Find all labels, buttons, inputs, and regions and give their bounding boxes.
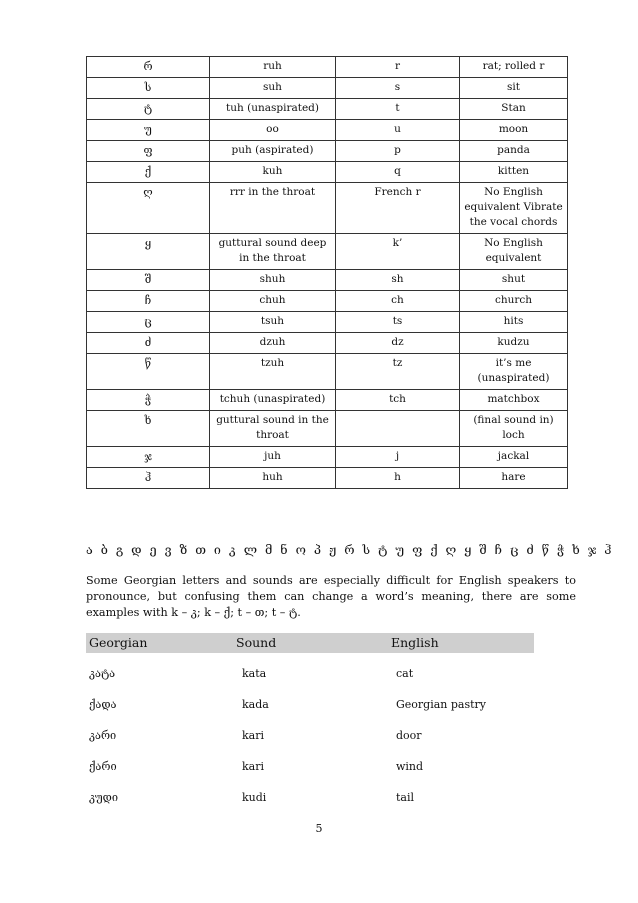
letters-table-body: [87, 57, 568, 489]
sound-description: tuh (unaspirated): [210, 99, 336, 120]
letter-row: [87, 411, 568, 447]
latin-transliteration: j: [336, 447, 460, 468]
sound-description: guttural sound deep in the throat: [210, 234, 336, 270]
english-example: No English equivalent: [460, 234, 568, 270]
sound-description: tchuh (unaspirated): [210, 390, 336, 411]
english-example: jackal: [460, 447, 568, 468]
vocab-row: [86, 758, 534, 776]
letter-row: [87, 78, 568, 99]
letter-row: [87, 120, 568, 141]
latin-transliteration: t: [336, 99, 460, 120]
sound-description: tsuh: [210, 312, 336, 333]
vocab-english: Georgian pastry: [396, 698, 487, 711]
georgian-letter: ძ: [87, 333, 210, 354]
english-example: matchbox: [460, 390, 568, 411]
page-number: 5: [315, 822, 323, 835]
letter-row: [87, 333, 568, 354]
sound-description: suh: [210, 78, 336, 99]
english-example: moon: [460, 120, 568, 141]
vocab-georgian: კუდი: [89, 791, 119, 804]
georgian-letter: უ: [87, 120, 210, 141]
header-sound: Sound: [236, 635, 277, 650]
latin-transliteration: q: [336, 162, 460, 183]
latin-transliteration: sh: [336, 270, 460, 291]
english-example: No English equivalent Vibrate the vocal chords: [460, 183, 568, 234]
letter-row: [87, 57, 568, 78]
georgian-letter: ყ: [87, 234, 210, 270]
latin-transliteration: r: [336, 57, 460, 78]
vocab-sound: kada: [242, 698, 269, 711]
letter-row: [87, 354, 568, 390]
georgian-letter: ჰ: [87, 468, 210, 489]
letter-row: [87, 468, 568, 489]
letter-row: [87, 291, 568, 312]
georgian-alphabet: ა ბ გ დ ე ვ ზ თ ი კ ლ მ ნ ო პ ჟ რ ს ტ უ ფ ქ ღ ყ შ ჩ ც ძ წ ჭ ხ ჯ ჰ: [86, 542, 614, 557]
sound-description: rrr in the throat: [210, 183, 336, 234]
vocab-georgian: კარი: [89, 729, 117, 742]
georgian-letter: ჯ: [87, 447, 210, 468]
latin-transliteration: h: [336, 468, 460, 489]
english-example: hits: [460, 312, 568, 333]
english-example: kitten: [460, 162, 568, 183]
letter-row: [87, 141, 568, 162]
vocab-georgian: ქადა: [89, 698, 117, 711]
georgian-letter: ჭ: [87, 390, 210, 411]
english-example: it’s me (unaspirated): [460, 354, 568, 390]
latin-transliteration: p: [336, 141, 460, 162]
latin-transliteration: French r: [336, 183, 460, 234]
sound-description: shuh: [210, 270, 336, 291]
vocab-sound: kari: [242, 729, 264, 742]
letter-row: [87, 312, 568, 333]
sound-description: huh: [210, 468, 336, 489]
georgian-letter: ღ: [87, 183, 210, 234]
sound-description: juh: [210, 447, 336, 468]
latin-transliteration: k’: [336, 234, 460, 270]
georgian-letter: ჩ: [87, 291, 210, 312]
vocab-sound: kudi: [242, 791, 267, 804]
letters-table: [86, 56, 568, 489]
vocab-row: [86, 727, 534, 745]
georgian-letter: წ: [87, 354, 210, 390]
georgian-letter: ქ: [87, 162, 210, 183]
english-example: rat; rolled r: [460, 57, 568, 78]
georgian-letter: ფ: [87, 141, 210, 162]
georgian-letter: ხ: [87, 411, 210, 447]
latin-transliteration: u: [336, 120, 460, 141]
english-example: church: [460, 291, 568, 312]
vocab-georgian: ქარი: [89, 760, 117, 773]
english-example: (final sound in) loch: [460, 411, 568, 447]
vocab-georgian: კატა: [89, 667, 116, 680]
sound-description: dzuh: [210, 333, 336, 354]
english-example: sit: [460, 78, 568, 99]
sound-description: chuh: [210, 291, 336, 312]
letter-row: [87, 162, 568, 183]
letter-row: [87, 183, 568, 234]
latin-transliteration: [336, 411, 460, 447]
latin-transliteration: ts: [336, 312, 460, 333]
sound-description: puh (aspirated): [210, 141, 336, 162]
vocab-row: [86, 665, 534, 683]
latin-transliteration: ch: [336, 291, 460, 312]
vocab-english: wind: [396, 760, 424, 773]
vocab-english: tail: [396, 791, 415, 804]
letter-row: [87, 447, 568, 468]
header-georgian: Georgian: [89, 635, 148, 650]
vocab-sound: kari: [242, 760, 264, 773]
latin-transliteration: tz: [336, 354, 460, 390]
intro-paragraph: Some Georgian letters and sounds are especially difficult for English speakers to pronounce, but confusing them can change a word’s meaning, there are some examples with k – კ; k – ქ; t – თ; t – ტ.: [86, 574, 576, 619]
english-example: shut: [460, 270, 568, 291]
vocab-row: [86, 696, 534, 714]
letter-row: [87, 99, 568, 120]
sound-description: kuh: [210, 162, 336, 183]
english-example: hare: [460, 468, 568, 489]
header-english: English: [391, 635, 439, 650]
vocab-english: cat: [396, 667, 414, 680]
georgian-letter: შ: [87, 270, 210, 291]
english-example: kudzu: [460, 333, 568, 354]
vocab-table-header: [86, 633, 534, 653]
latin-transliteration: s: [336, 78, 460, 99]
letter-row: [87, 270, 568, 291]
sound-description: oo: [210, 120, 336, 141]
georgian-letter: ტ: [87, 99, 210, 120]
georgian-letter: ც: [87, 312, 210, 333]
sound-description: tzuh: [210, 354, 336, 390]
letter-row: [87, 234, 568, 270]
vocab-row: [86, 789, 534, 807]
sound-description: guttural sound in the throat: [210, 411, 336, 447]
latin-transliteration: tch: [336, 390, 460, 411]
english-example: Stan: [460, 99, 568, 120]
sound-description: ruh: [210, 57, 336, 78]
georgian-letter: ს: [87, 78, 210, 99]
vocab-sound: kata: [242, 667, 267, 680]
latin-transliteration: dz: [336, 333, 460, 354]
georgian-letter: რ: [87, 57, 210, 78]
letter-row: [87, 390, 568, 411]
vocab-english: door: [396, 729, 422, 742]
english-example: panda: [460, 141, 568, 162]
